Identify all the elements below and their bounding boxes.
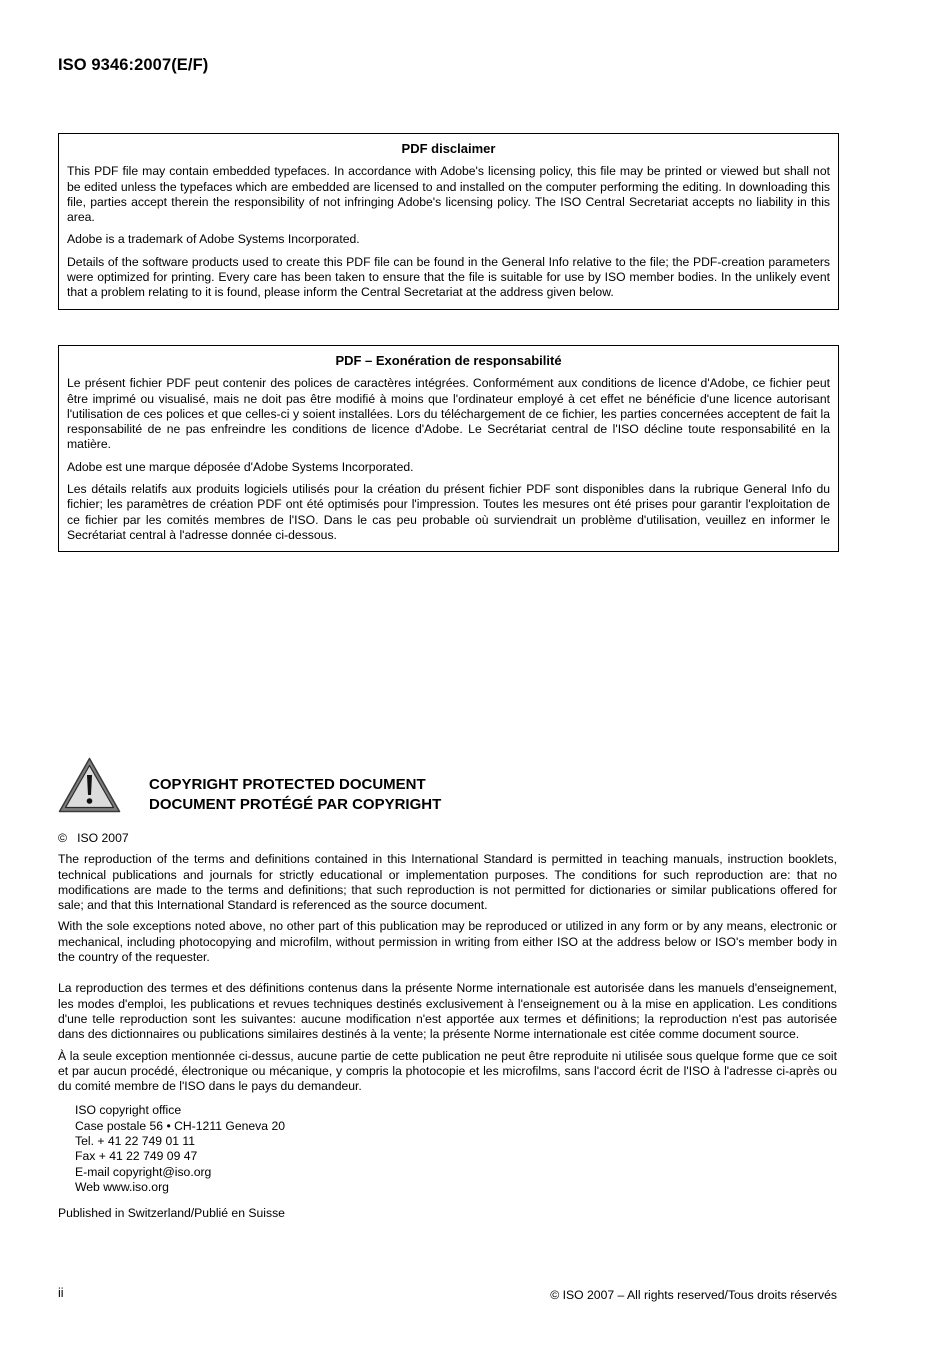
warning-triangle-icon (58, 757, 121, 813)
footer-rights: © ISO 2007 – All rights reserved/Tous droits réservés (550, 1288, 837, 1302)
copyright-heading-en: COPYRIGHT PROTECTED DOCUMENT (149, 776, 426, 793)
copyright-paragraph: À la seule exception mentionnée ci-dessus, aucune partie de cette publication ne peut être reproduite ni utilisée sous quelque forme que ce soit et par aucun procédé, électronique ou mécanique, y compris la photocopie et les microfilms, sans l'accord écrit de l'ISO à l'adresse ci-après ou du comité membre de l'ISO dans le pays du demandeur. (58, 1048, 837, 1094)
pdf-disclaimer-en-title: PDF disclaimer (401, 141, 496, 156)
copyright-notice: © ISO 2007 (58, 831, 129, 845)
page-number: ii (58, 1286, 64, 1300)
copyright-notice-block (58, 831, 837, 1222)
copyright-paragraph: La reproduction des termes et des définitions contenus dans la présente Norme internationale est autorisée dans les manuels d'enseignement, les modes d'emploi, les publications et revues techniques destinés exclusivement à l'enseignement ou à la mise en application. Les conditions d'une telle reproduction sont les suivantes: aucune modification n'est apportée aux termes et définitions; la reproduction n'est pas autorisée dans des dictionnaires ou publications similaires destinés à la vente; la présente Norme internationale est citée comme document source. (58, 981, 837, 1042)
address-line: ISO copyright office (75, 1103, 182, 1118)
disclaimer-en-paragraph: Details of the software products used to create this PDF file can be found in the General Info relative to the file; the PDF-creation parameters were optimized for printing. Every care has been taken to ensure that the file is suitable for use by ISO member bodies. In the unlikely event that a problem relating to it is found, please inform the Central Secretariat at the address given below. (67, 254, 830, 300)
pdf-disclaimer-fr-title: PDF – Exonération de responsabilité (335, 353, 562, 368)
address-line: Case postale 56 • CH-1211 Geneva 20 (75, 1118, 286, 1133)
pdf-disclaimer-fr (58, 345, 839, 552)
published-in: Published in Switzerland/Publié en Suisse (58, 1206, 285, 1221)
copyright-paragraph: With the sole exceptions noted above, no other part of this publication may be reproduced or utilized in any form or by any means, electronic or mechanical, including photocopying and microfilm, without permission in writing from either ISO at the address below or ISO's member body in the country of the requester. (58, 919, 837, 965)
pdf-disclaimer-en (58, 133, 839, 310)
address-line: Web www.iso.org (75, 1179, 169, 1194)
document-id-title: ISO 9346:2007(E/F) (58, 56, 209, 74)
disclaimer-fr-paragraph: Adobe est une marque déposée d'Adobe Systems Incorporated. (67, 459, 414, 474)
copyright-heading-fr: DOCUMENT PROTÉGÉ PAR COPYRIGHT (149, 796, 442, 813)
address-line: E-mail copyright@iso.org (75, 1164, 212, 1179)
address-line: Tel. + 41 22 749 01 11 (75, 1134, 196, 1149)
copyright-paragraph: The reproduction of the terms and definitions contained in this International Standard is permitted in teaching manuals, instruction booklets, technical publications and journals for strictly educational or implementation purposes. The conditions for such reproduction are: that no modifications are made to the terms and definitions; that such reproduction is not permitted for dictionaries or similar publications offered for sale; and that this International Standard is referenced as the source document. (58, 852, 837, 913)
disclaimer-en-paragraph: Adobe is a trademark of Adobe Systems Incorporated. (67, 232, 360, 247)
copyright-heading (149, 775, 441, 815)
address-line: Fax + 41 22 749 09 47 (75, 1149, 198, 1164)
disclaimer-fr-paragraph: Les détails relatifs aux produits logiciels utilisés pour la création du présent fichier PDF sont disponibles dans la rubrique General Info du fichier; les paramètres de création PDF ont été optimisés pour l'impression. Toutes les mesures ont été prises pour garantir l'exploitation de ce fichier par les comités membres de l'ISO. Dans le cas peu probable où surviendrait un problème d'utilisation, veuillez en informer le Secrétariat central à l'adresse donnée ci-dessous. (67, 482, 830, 542)
iso-copyright-office-address (75, 1103, 837, 1195)
disclaimer-fr-paragraph: Le présent fichier PDF peut contenir des polices de caractères intégrées. Conformément aux conditions de licence d'Adobe, ce fichier peut être imprimé ou visualisé, mais ne doit pas être modifié à moins que l'ordinateur employé à cet effet ne bénéficie d'une licence autorisant l'utilisation de ces polices et que celles-ci y soient installées. Lors du téléchargement de ce fichier, les parties concernées acceptent de fait la responsabilité de ne pas enfreindre les conditions de licence d'Adobe. Le Secrétariat central de l'ISO décline toute responsabilité en la matière. (67, 376, 830, 452)
disclaimer-en-paragraph: This PDF file may contain embedded typefaces. In accordance with Adobe's licensing policy, this file may be printed or viewed but shall not be edited unless the typefaces which are embedded are licensed to and installed on the computer performing the editing. In downloading this file, parties accept therein the responsibility of not infringing Adobe's licensing policy. The ISO Central Secretariat accepts no liability in this area. (67, 164, 830, 225)
